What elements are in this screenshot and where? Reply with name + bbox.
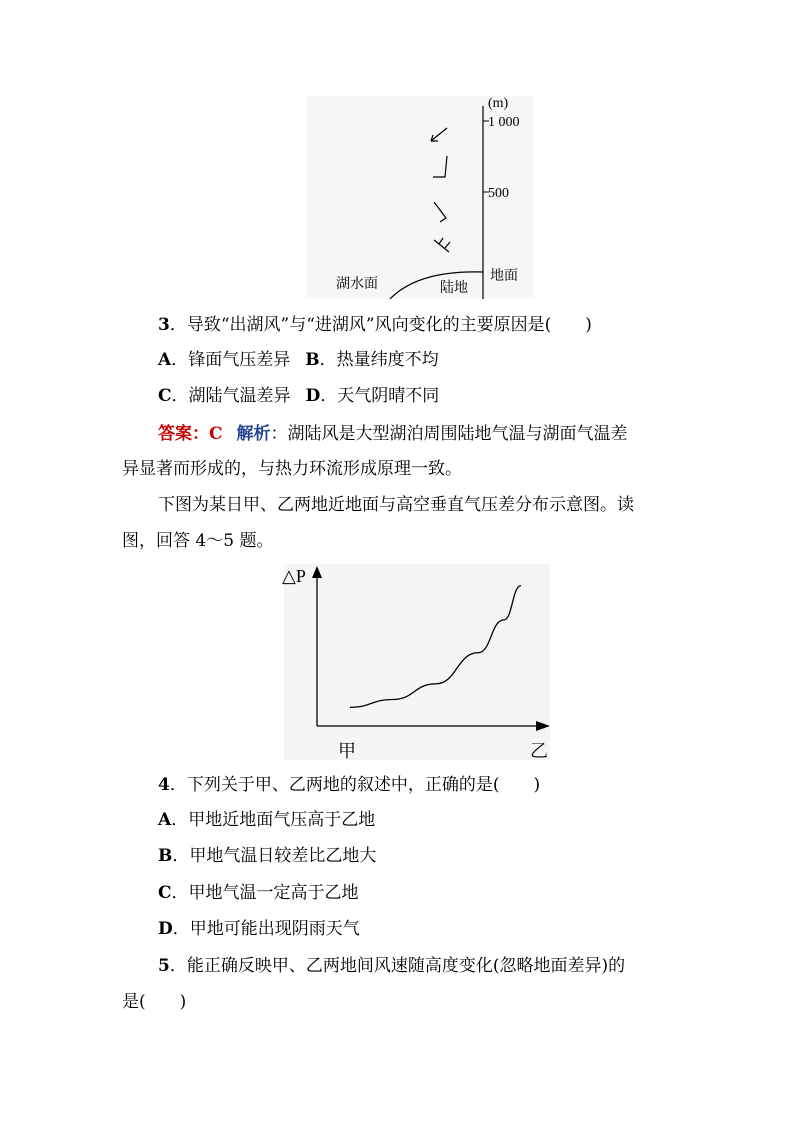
question-3-option-c: ．湖陆气温差异	[171, 386, 291, 406]
height-unit-label: (m)	[488, 96, 509, 111]
question-3-stem	[158, 314, 592, 336]
question-3-answer-line1	[158, 423, 628, 445]
question-4-option-c: ．甲地气温一定高于乙地	[171, 883, 359, 903]
analysis-label: 解析	[236, 424, 271, 444]
answer-label: 答案：C	[158, 424, 223, 444]
intro-line-1: 下图为某日甲、乙两地近地面与高空垂直气压差分布示意图。读	[158, 495, 634, 515]
x-start-label: 甲	[338, 741, 356, 761]
question-5-stem-line1	[158, 955, 625, 977]
question-4-option-d-letter: D	[158, 919, 173, 939]
question-5-number: 5	[158, 956, 170, 976]
question-4-option-b-row	[158, 845, 376, 867]
ground-label: 地面	[490, 269, 518, 284]
question-3-number: 3	[158, 315, 170, 335]
pressure-chart-svg	[280, 560, 560, 766]
question-4-option-b-letter: B	[158, 846, 173, 866]
height-1000-label: 1 000	[488, 115, 520, 130]
x-end-label: 乙	[530, 741, 548, 761]
question-4-option-c-row	[158, 882, 359, 904]
question-4-stem	[158, 774, 540, 796]
lake-surface-label: 湖水面	[336, 277, 378, 292]
analysis-text-1: ：湖陆风是大型湖泊周围陆地气温与湖面气温差	[270, 424, 628, 444]
chart-background	[284, 564, 550, 760]
question-4-option-d-row	[158, 918, 360, 940]
question-3-option-b: ．热量纬度不均	[319, 350, 439, 370]
analysis-text-2: 异显著而形成的，与热力环流形成原理一致。	[122, 459, 462, 479]
pressure-chart	[280, 560, 560, 766]
question-5-text-1: ．能正确反映甲、乙两地间风速随高度变化(忽略地面差异)的	[169, 956, 626, 976]
question-4-option-c-letter: C	[158, 883, 172, 903]
question-4-option-a: ．甲地近地面气压高于乙地	[171, 810, 376, 830]
question-3-options-cd	[158, 385, 439, 407]
question-3-option-c-letter: C	[158, 386, 172, 406]
question-3-option-a-letter: A	[158, 350, 172, 370]
question-4-text: ．下列关于甲、乙两地的叙述中，正确的是( )	[169, 775, 541, 795]
intro-line-2: 图，回答 4～5 题。	[122, 531, 274, 551]
question-3-option-d-letter: D	[305, 386, 321, 406]
question-4-option-d: ．甲地可能出现阴雨天气	[172, 919, 360, 939]
question-5-stem-line2: 是( )	[122, 992, 187, 1012]
question-3-option-b-letter: B	[305, 350, 320, 370]
question-3-options-ab	[158, 349, 439, 371]
height-500-label: 500	[488, 186, 509, 201]
lake-breeze-figure	[300, 92, 540, 302]
question-4-option-b: ．甲地气温日较差比乙地大	[172, 846, 377, 866]
question-3-option-a: ．锋面气压差异	[171, 350, 291, 370]
question-3-option-d: ．天气阴晴不同	[320, 386, 440, 406]
question-3-text: ．导致“出湖风”与“进湖风”风向变化的主要原因是( )	[169, 315, 592, 335]
question-4-option-a-letter: A	[158, 810, 172, 830]
land-label: 陆地	[440, 281, 468, 296]
question-4-number: 4	[158, 775, 170, 795]
y-axis-label: △P	[282, 566, 306, 586]
lake-breeze-svg	[300, 92, 540, 302]
question-3-answer-line2	[122, 458, 462, 480]
question-4-option-a-row	[158, 809, 375, 831]
